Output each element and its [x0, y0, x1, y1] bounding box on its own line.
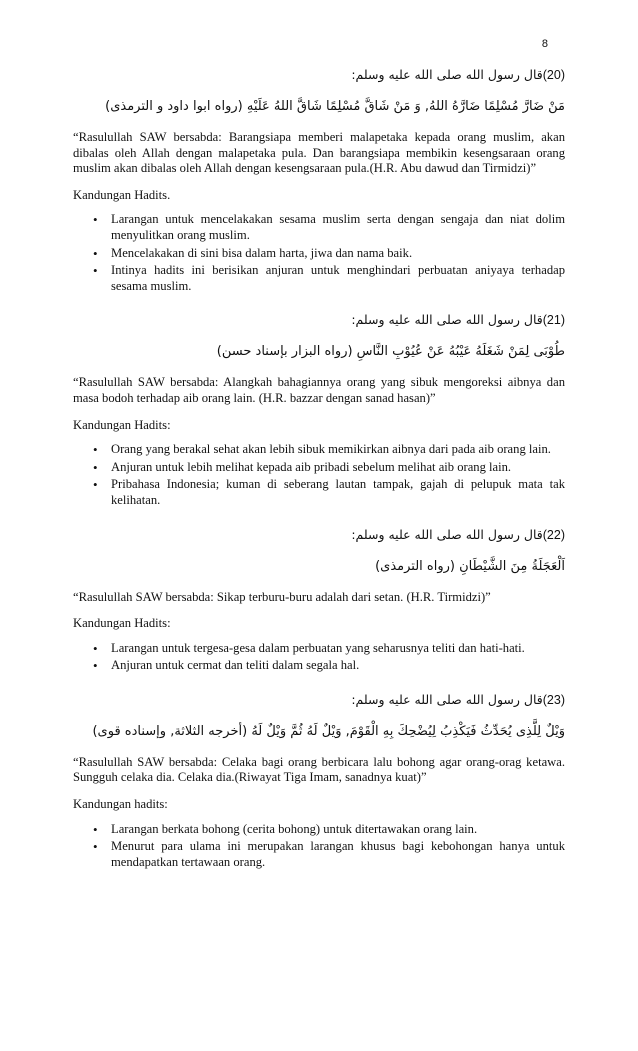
- hadith-intro-text: قال رسول الله صلى الله عليه وسلم:: [351, 526, 543, 542]
- content-heading: Kandungan Hadits.: [73, 187, 171, 202]
- content-heading: Kandungan Hadits:: [73, 616, 171, 631]
- content-point: • Menurut para ulama ini merupakan larangan khusus bagi kebohongan hanya untuk mendapatkan tertawaan orang.: [111, 839, 565, 870]
- content-points-list: [73, 442, 565, 508]
- hadith-intro-line: [73, 66, 565, 84]
- content-point: • Anjuran untuk cermat dan teliti dalam segala hal.: [111, 658, 565, 674]
- hadith-translation: “Rasulullah SAW bersabda: Barangsiapa memberi malapetaka kepada orang muslim, akan dibalas oleh Allah dengan malapetaka pula. Dan barangsiapa membikin kesengsaraan orang muslim akan dibalas oleh Allah dengan kesengsaraan pula.(H.R. Abu dawud dan Tirmidzi)”: [73, 130, 565, 176]
- hadith-translation: “Rasulullah SAW bersabda: Alangkah bahagiannya orang yang sibuk mengoreksi aibnya dan masa bodoh terhadap aib orang lain. (H.R. bazzar dengan sanad hasan)”: [73, 375, 565, 405]
- content-heading: Kandungan hadits:: [73, 797, 168, 812]
- hadith-translation: “Rasulullah SAW bersabda: Celaka bagi orang berbicara lalu bohong agar orang-orag ketawa. Sungguh celaka dia. Celaka dia.(Riwayat Tiga Imam, sanadnya kuat)”: [73, 754, 565, 785]
- content-point: • Orang yang berakal sehat akan lebih sibuk memikirkan aibnya dari pada aib orang lain.: [111, 442, 565, 458]
- hadith-arabic-text: اَلْعَجَلَةُ مِنَ الشَّيْطَانِ (رواه الترمذى): [375, 558, 565, 574]
- hadith-section-23: [73, 691, 565, 871]
- content-points-list: [73, 822, 565, 871]
- hadith-section-20: [73, 66, 565, 294]
- hadith-number: (20): [542, 68, 565, 82]
- content-heading: Kandungan Hadits:: [73, 417, 171, 432]
- content-points-list: [73, 641, 565, 674]
- hadith-number: (23): [542, 692, 565, 707]
- content-point: • Larangan untuk mencelakakan sesama muslim serta dengan sengaja dan niat dolim menyulitkan orang muslim.: [111, 212, 565, 243]
- page-content: [73, 66, 565, 887]
- hadith-intro-text: قال رسول الله صلى الله عليه وسلم:: [351, 312, 543, 328]
- hadith-number: (21): [542, 313, 565, 328]
- hadith-intro-line: [73, 311, 565, 329]
- hadith-arabic-text: وَيْلٌ لِلَّذِى يُحَدِّثُ فَيَكْذِبُ لِيُضْحِكَ بِهِ الْقَوْمَ, وَيْلٌ لَهُ ثُمَّ وَيْلٌ لَهُ (أخرجه الثلاثة, وإسناده قوى): [92, 723, 565, 739]
- hadith-section-21: [73, 311, 565, 508]
- content-point: • Larangan untuk tergesa-gesa dalam perbuatan yang seharusnya teliti dan hati-hati.: [111, 641, 565, 657]
- hadith-number: (22): [542, 527, 565, 542]
- hadith-intro-text: قال رسول الله صلى الله عليه وسلم:: [351, 691, 543, 707]
- page-number: 8: [541, 38, 548, 50]
- content-point: • Mencelakakan di sini bisa dalam harta, jiwa dan nama baik.: [111, 246, 565, 262]
- hadith-intro-line: [73, 691, 565, 709]
- hadith-translation: “Rasulullah SAW bersabda: Sikap terburu-buru adalah dari setan. (H.R. Tirmidzi)”: [73, 589, 491, 604]
- hadith-intro-text: قال رسول الله صلى الله عليه وسلم:: [351, 67, 543, 82]
- content-point: • Pribahasa Indonesia; kuman di seberang lautan tampak, gajah di pelupuk mata tak kelihatan.: [111, 477, 565, 508]
- hadith-arabic-text: مَنْ ضَارَّ مُسْلِمًا ضَارَّهُ اللهُ, وَ مَنْ شَاقَّ مُسْلِمًا شَاقَّ اللهُ عَلَيْهِ (رواه ابوا داود و الترمذى): [105, 99, 565, 114]
- content-points-list: [73, 212, 565, 294]
- content-point: • Anjuran untuk lebih melihat kepada aib pribadi sebelum melihat aib orang lain.: [111, 460, 565, 476]
- hadith-section-22: [73, 526, 565, 674]
- content-point: • Intinya hadits ini berisikan anjuran untuk menghindari perbuatan aniyaya terhadap sesama muslim.: [111, 263, 565, 294]
- hadith-arabic-text: طُوْبَى لِمَنْ شَغَلَهُ عَيْبُهُ عَنْ عُيُوْبِ النَّاسِ (رواه البزار بإسناد حسن): [216, 344, 565, 360]
- content-point: • Larangan berkata bohong (cerita bohong) untuk ditertawakan orang lain.: [111, 822, 565, 838]
- hadith-intro-line: [73, 526, 565, 544]
